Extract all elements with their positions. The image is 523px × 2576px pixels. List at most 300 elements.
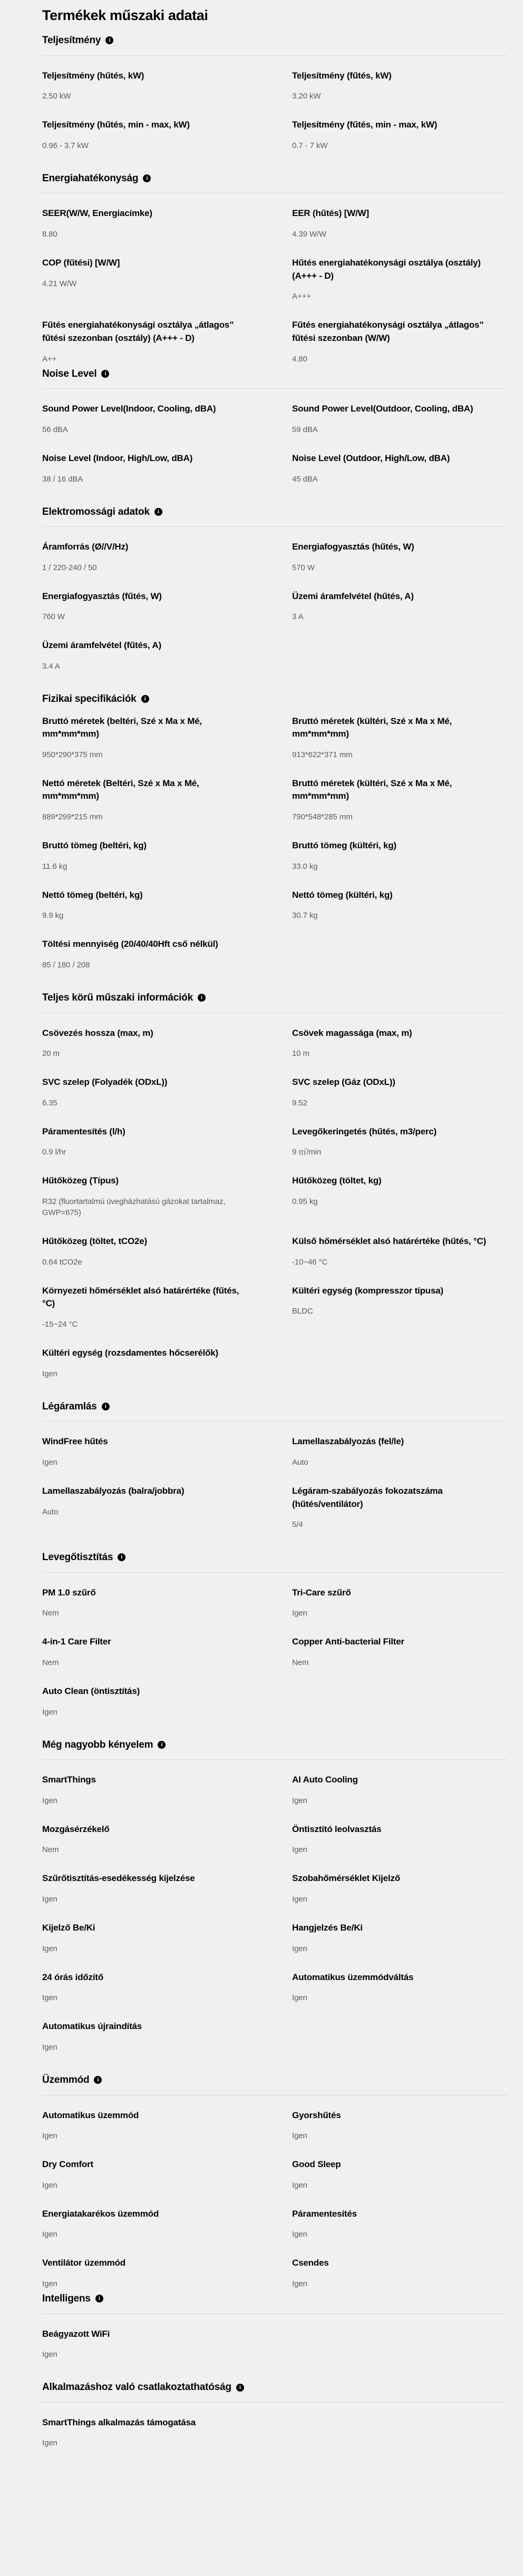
spec-value: 1 / 220-240 / 50 [42, 563, 97, 572]
section-rows [42, 389, 507, 484]
spec-row [42, 1635, 507, 1668]
spec-row [42, 777, 507, 822]
spec-label: WindFree hűtés [42, 1436, 108, 1447]
spec-value: Igen [292, 2279, 307, 2289]
spec-value: Auto [42, 1507, 59, 1516]
spec-value: 3.20 kW [292, 92, 321, 101]
info-icon[interactable]: i [143, 174, 151, 182]
spec-cell [42, 319, 292, 364]
spec-label: 24 órás időzítő [42, 1972, 104, 1982]
spec-label: SEER(W/W, Energiacímke) [42, 208, 152, 219]
spec-label: Kijelző Be/Ki [42, 1923, 95, 1933]
spec-value: R32 (fluortartalmú üvegházhatású gázokat tartalmaz, GWP=675) [42, 1197, 226, 1218]
spec-cell [292, 2208, 507, 2240]
spec-cell [42, 1174, 292, 1218]
info-icon[interactable]: i [105, 36, 113, 44]
spec-label: Környezeti hőmérséklet alsó határértéke (fűtés, °C) [42, 1285, 239, 1309]
spec-row [42, 1235, 507, 1268]
spec-label: Csövek magassága (max, m) [292, 1027, 412, 1038]
section-title: Alkalmazáshoz való csatlakoztathatóság [42, 2382, 231, 2393]
spec-cell [42, 2416, 292, 2449]
section-rows [42, 2403, 507, 2449]
section-title: Noise Level [42, 368, 97, 379]
section-header [42, 1738, 507, 1752]
spec-row [42, 1435, 507, 1468]
spec-label: Teljesítmény (fűtés, min - max, kW) [292, 120, 438, 130]
spec-row [42, 2257, 507, 2289]
section-rows [42, 193, 507, 364]
spec-cell [42, 889, 292, 922]
spec-value: 889*299*215 mm [42, 812, 103, 822]
section-title: Légáramlás [42, 1400, 97, 1412]
spec-cell [42, 1347, 292, 1379]
spec-label: Mozgásérzékelő [42, 1824, 110, 1834]
spec-cell [292, 1125, 507, 1158]
section-title: Intelligens [42, 2293, 91, 2305]
spec-row [42, 257, 507, 302]
spec-value: Igen [42, 1944, 57, 1953]
spec-row [42, 119, 507, 151]
spec-value: Igen [292, 2230, 307, 2239]
spec-label: Csendes [292, 2258, 329, 2268]
section-header [42, 692, 507, 707]
spec-row [42, 1872, 507, 1905]
spec-cell [292, 319, 507, 364]
spec-cell [292, 2109, 507, 2142]
spec-cell [42, 839, 292, 872]
spec-value: 4.80 [292, 354, 307, 364]
spec-value: 4.39 W/W [292, 230, 327, 239]
spec-label: Tri-Care szűrő [292, 1587, 351, 1598]
spec-cell [292, 590, 507, 623]
spec-label: PM 1.0 szűrő [42, 1587, 96, 1598]
spec-cell [42, 541, 292, 573]
section-rows [42, 2314, 507, 2360]
spec-value: 30.7 kg [292, 911, 318, 920]
info-icon[interactable]: i [118, 1553, 125, 1561]
spec-value: Igen [292, 1895, 307, 1904]
spec-sections [42, 33, 507, 2448]
spec-label: SVC szelep (Folyadék (ODxL)) [42, 1077, 168, 1088]
spec-label: Üzemi áramfelvétel (hűtés, A) [292, 591, 414, 601]
spec-label: Kültéri egység (rozsdamentes hőcserélők) [42, 1348, 219, 1358]
section-header [42, 505, 507, 520]
spec-value: BLDC [292, 1307, 313, 1316]
section-title: Levegőtisztítás [42, 1552, 113, 1563]
spec-label: Automatikus üzemmód [42, 2110, 139, 2120]
section-rows [42, 2095, 507, 2290]
spec-label: Csövezés hossza (max, m) [42, 1027, 153, 1038]
spec-label: Dry Comfort [42, 2159, 93, 2170]
info-icon[interactable]: i [102, 1403, 110, 1411]
spec-cell [42, 1485, 292, 1517]
spec-value: 760 W [42, 612, 65, 622]
spec-value: Igen [42, 2279, 57, 2289]
spec-cell [42, 590, 292, 623]
spec-cell [42, 1872, 292, 1905]
spec-value: 0.7 - 7 kW [292, 141, 328, 150]
info-icon[interactable]: i [158, 1741, 166, 1749]
spec-section [42, 367, 507, 485]
spec-row [42, 1347, 507, 1379]
spec-cell [292, 1485, 507, 1530]
spec-value: A+++ [292, 292, 311, 301]
spec-cell [42, 207, 292, 240]
spec-label: Bruttó méretek (kültéri, Szé x Ma x Mé, mm*mm*mm) [292, 716, 452, 739]
spec-label: Automatikus újraindítás [42, 2021, 142, 2032]
spec-label: Gyorshűtés [292, 2110, 341, 2120]
spec-value: Auto [292, 1457, 308, 1467]
section-rows [42, 1573, 507, 1718]
spec-row [42, 1125, 507, 1158]
spec-label: Páramentesítés [292, 2208, 357, 2219]
spec-value: 9.52 [292, 1098, 307, 1108]
spec-value: Igen [42, 2043, 57, 2052]
spec-cell [42, 1774, 292, 1806]
spec-cell [42, 2328, 292, 2360]
section-rows [42, 707, 507, 971]
spec-cell [292, 1076, 507, 1109]
spec-label: AI Auto Cooling [292, 1775, 358, 1785]
spec-value: 5/4 [292, 1520, 303, 1530]
spec-value: 33.0 kg [292, 861, 318, 871]
spec-value: 10 m [292, 1049, 309, 1059]
spec-row [42, 1586, 507, 1619]
spec-label: Sound Power Level(Indoor, Cooling, dBA) [42, 404, 216, 414]
info-icon[interactable]: i [154, 508, 162, 516]
spec-section [42, 1738, 507, 2053]
spec-label: Beágyazott WiFi [42, 2328, 110, 2339]
spec-row [42, 403, 507, 435]
spec-row [42, 639, 507, 672]
section-rows [42, 1760, 507, 2053]
spec-value: Igen [42, 2131, 57, 2141]
section-rows [42, 1422, 507, 1530]
spec-cell [292, 2257, 507, 2289]
spec-label: Auto Clean (öntisztítás) [42, 1686, 140, 1696]
spec-cell [292, 257, 507, 302]
spec-cell [292, 1774, 507, 1806]
spec-row [42, 1922, 507, 1954]
spec-label: Energiafogyasztás (hűtés, W) [292, 542, 414, 552]
spec-row [42, 590, 507, 623]
spec-value: 6.35 [42, 1098, 57, 1108]
spec-value: Igen [292, 1609, 307, 1618]
spec-label: Ventilátor üzemmód [42, 2258, 125, 2268]
spec-row [42, 541, 507, 573]
spec-row [42, 452, 507, 485]
spec-section [42, 692, 507, 971]
spec-cell [42, 1922, 292, 1954]
spec-cell [292, 1635, 507, 1668]
spec-value: Igen [42, 2438, 57, 2448]
spec-label: Lamellaszabályozás (fel/le) [292, 1436, 404, 1447]
section-title: Üzemmód [42, 2074, 90, 2085]
spec-cell [42, 2208, 292, 2240]
spec-label: Teljesítmény (hűtés, min - max, kW) [42, 120, 190, 130]
spec-value: -15~24 °C [42, 1320, 78, 1329]
spec-cell [42, 2109, 292, 2142]
spec-value: Igen [42, 2230, 57, 2239]
spec-label: Szobahőmérséklet Kijelző [292, 1873, 400, 1884]
spec-label: Good Sleep [292, 2159, 341, 2170]
spec-cell [292, 1823, 507, 1856]
spec-cell [292, 889, 507, 922]
spec-cell-empty [292, 1347, 507, 1352]
spec-cell [292, 452, 507, 485]
spec-row [42, 2109, 507, 2142]
spec-cell [292, 403, 507, 435]
spec-value: 38 / 16 dBA [42, 474, 83, 484]
spec-row [42, 715, 507, 760]
section-rows [42, 56, 507, 151]
section-header [42, 367, 507, 381]
spec-value: 11.6 kg [42, 861, 67, 871]
spec-label: Szűrőtisztítás-esedékesség kijelzése [42, 1873, 195, 1884]
spec-cell [292, 541, 507, 573]
section-header [42, 1550, 507, 1565]
spec-row [42, 1285, 507, 1330]
spec-value: 20 m [42, 1049, 60, 1059]
spec-row [42, 1774, 507, 1806]
spec-value: 3 A [292, 612, 304, 622]
spec-label: Energiatakarékos üzemmód [42, 2208, 159, 2219]
section-title: Fizikai specifikációk [42, 693, 137, 704]
section-rows [42, 1013, 507, 1379]
spec-cell [292, 1435, 507, 1468]
spec-value: Nem [42, 1658, 59, 1667]
info-icon[interactable]: i [95, 2295, 103, 2303]
spec-value: 570 W [292, 563, 315, 572]
spec-cell [292, 715, 507, 760]
spec-section [42, 171, 507, 365]
spec-label: Fűtés energiahatékonysági osztálya „átlagos” fűtési szezonban (W/W) [292, 320, 484, 344]
spec-row [42, 2208, 507, 2240]
spec-value: Nem [42, 1609, 59, 1618]
spec-section [42, 2291, 507, 2360]
spec-label: Noise Level (Indoor, High/Low, dBA) [42, 453, 193, 463]
spec-value: 913*622*371 mm [292, 750, 353, 759]
spec-section [42, 2073, 507, 2289]
spec-value: 9.9 kg [42, 911, 64, 920]
section-header [42, 2291, 507, 2306]
spec-row [42, 1076, 507, 1109]
spec-row [42, 1823, 507, 1856]
section-header [42, 171, 507, 186]
spec-row [42, 319, 507, 364]
spec-label: SmartThings alkalmazás támogatása [42, 2417, 196, 2427]
spec-label: Páramentesítés (l/h) [42, 1126, 125, 1137]
spec-label: Hűtés energiahatékonysági osztálya (osztály) (A+++ - D) [292, 258, 481, 281]
spec-cell [292, 1922, 507, 1954]
spec-value: Igen [42, 1707, 57, 1717]
spec-cell [42, 452, 292, 485]
spec-label: Nettó tömeg (kültéri, kg) [292, 889, 393, 900]
section-rows [42, 527, 507, 672]
spec-cell [292, 777, 507, 822]
spec-label: Teljesítmény (hűtés, kW) [42, 70, 144, 81]
spec-cell [42, 639, 292, 672]
spec-cell [292, 1971, 507, 2004]
spec-cell [292, 207, 507, 240]
spec-label: Töltési mennyiség (20/40/40Hft cső nélkül) [42, 939, 218, 949]
spec-label: Kültéri egység (kompresszor típusa) [292, 1285, 443, 1296]
spec-cell [42, 777, 292, 822]
spec-row [42, 2416, 507, 2449]
spec-cell [42, 2257, 292, 2289]
spec-value: Igen [42, 2180, 57, 2190]
section-header [42, 991, 507, 1005]
spec-cell-empty [292, 938, 507, 943]
spec-row [42, 207, 507, 240]
spec-label: EER (hűtés) [W/W] [292, 208, 369, 219]
spec-label: Automatikus üzemmódváltás [292, 1972, 414, 1982]
spec-label: Sound Power Level(Outdoor, Cooling, dBA) [292, 404, 473, 414]
spec-section [42, 991, 507, 1379]
spec-value: 790*548*285 mm [292, 812, 353, 822]
spec-value: Igen [42, 1457, 57, 1467]
spec-label: COP (fűtési) [W/W] [42, 258, 120, 268]
spec-value: 3.4 A [42, 661, 60, 671]
spec-label: Levegőkeringetés (hűtés, m3/perc) [292, 1126, 437, 1137]
spec-label: Hűtőközeg (töltet, kg) [292, 1176, 382, 1186]
spec-cell [292, 1872, 507, 1905]
spec-section [42, 2380, 507, 2448]
spec-value: Igen [42, 1993, 57, 2003]
spec-cell [42, 70, 292, 102]
spec-label: Teljesítmény (fűtés, kW) [292, 70, 392, 81]
spec-value: -10~46 °C [292, 1257, 328, 1267]
spec-label: Nettó tömeg (beltéri, kg) [42, 889, 143, 900]
spec-section [42, 505, 507, 672]
spec-cell [292, 1235, 507, 1268]
spec-value: Igen [292, 1796, 307, 1805]
spec-cell [292, 1027, 507, 1060]
info-icon[interactable]: i [141, 695, 149, 703]
spec-cell [42, 2020, 292, 2053]
info-icon[interactable]: i [101, 370, 109, 378]
spec-label: 4-in-1 Care Filter [42, 1637, 111, 1647]
spec-value: Nem [42, 1845, 59, 1855]
spec-label: Öntisztító leolvasztás [292, 1824, 382, 1834]
spec-label: Lamellaszabályozás (balra/jobbra) [42, 1485, 185, 1496]
spec-cell [42, 1235, 292, 1268]
spec-value: 4.21 W/W [42, 279, 77, 288]
spec-cell [42, 257, 292, 289]
spec-row [42, 2328, 507, 2360]
spec-cell [42, 1823, 292, 1856]
spec-cell [42, 119, 292, 151]
spec-cell [42, 938, 292, 971]
spec-label: Copper Anti-bacterial Filter [292, 1637, 404, 1647]
spec-cell [42, 1027, 292, 1060]
spec-cell [42, 1285, 292, 1330]
section-header [42, 2380, 507, 2395]
spec-row [42, 1174, 507, 1218]
spec-label: Külső hőmérséklet alsó határértéke (hűtés, °C) [292, 1236, 486, 1247]
spec-cell [292, 70, 507, 102]
spec-cell [292, 119, 507, 151]
spec-row [42, 1971, 507, 2004]
section-title: Teljes körű műszaki információk [42, 992, 193, 1003]
spec-value: Igen [292, 1993, 307, 2003]
spec-cell-empty [292, 2416, 507, 2422]
spec-cell [292, 1586, 507, 1619]
spec-section [42, 1399, 507, 1530]
page-title: Termékek műszaki adatai [42, 7, 208, 23]
spec-value: Igen [42, 1796, 57, 1805]
section-title: Még nagyobb kényelem [42, 1739, 153, 1750]
spec-cell [292, 1174, 507, 1207]
spec-label: Bruttó méretek (beltéri, Szé x Ma x Mé, mm*mm*mm) [42, 716, 202, 739]
spec-value: Igen [42, 1895, 57, 1904]
info-icon[interactable]: i [236, 2384, 244, 2392]
spec-cell [42, 1586, 292, 1619]
spec-label: Hűtőközeg (töltet, tCO2e) [42, 1236, 147, 1247]
info-icon[interactable]: i [198, 994, 206, 1002]
spec-label: Fűtés energiahatékonysági osztálya „átlagos” fűtési szezonban (osztály) (A+++ - D) [42, 320, 234, 344]
spec-row [42, 1685, 507, 1718]
spec-row [42, 839, 507, 872]
spec-cell [42, 1635, 292, 1668]
spec-cell [292, 2158, 507, 2191]
spec-label: SmartThings [42, 1775, 96, 1785]
spec-row [42, 938, 507, 971]
section-title: Teljesítmény [42, 35, 101, 46]
spec-label: Áramforrás (Ø//V/Hz) [42, 542, 129, 552]
spec-cell [42, 1435, 292, 1468]
spec-label: Bruttó tömeg (beltéri, kg) [42, 840, 147, 851]
spec-cell [42, 715, 292, 760]
spec-label: Hűtőközeg (Típus) [42, 1176, 119, 1186]
spec-label: Noise Level (Outdoor, High/Low, dBA) [292, 453, 450, 463]
spec-value: Nem [292, 1658, 309, 1667]
section-header [42, 2073, 507, 2088]
spec-cell [292, 1285, 507, 1317]
spec-value: 59 dBA [292, 425, 318, 434]
spec-value: Igen [292, 1845, 307, 1855]
spec-label: Üzemi áramfelvétel (fűtés, A) [42, 640, 161, 651]
spec-label: Bruttó tömeg (kültéri, kg) [292, 840, 396, 851]
spec-cell [42, 1076, 292, 1109]
spec-value: Igen [292, 2131, 307, 2141]
info-icon[interactable]: i [94, 2076, 102, 2084]
spec-value: 85 / 180 / 208 [42, 961, 90, 969]
spec-row [42, 2158, 507, 2191]
spec-value: 8.80 [42, 230, 57, 239]
spec-value: 0.9 l/hr [42, 1148, 66, 1157]
spec-label: Bruttó méretek (kültéri, Szé x Ma x Mé, mm*mm*mm) [292, 778, 452, 801]
spec-cell-empty [292, 2020, 507, 2025]
spec-cell [42, 1685, 292, 1718]
spec-section [42, 33, 507, 151]
spec-value: 0.96 - 3.7 kW [42, 141, 89, 150]
spec-cell [42, 403, 292, 435]
spec-cell [292, 839, 507, 872]
section-title: Energiahatékonyság [42, 172, 139, 184]
spec-row [42, 889, 507, 922]
spec-row [42, 2020, 507, 2053]
spec-value: Igen [292, 2180, 307, 2190]
spec-cell [42, 2158, 292, 2191]
spec-value: A++ [42, 354, 57, 364]
spec-cell-empty [292, 2328, 507, 2333]
spec-value: Igen [42, 2350, 57, 2359]
spec-section [42, 1550, 507, 1717]
spec-value: 45 dBA [292, 474, 318, 484]
spec-label: Nettó méretek (Beltéri, Szé x Ma x Mé, mm*mm*mm) [42, 778, 199, 801]
spec-row [42, 1485, 507, 1530]
